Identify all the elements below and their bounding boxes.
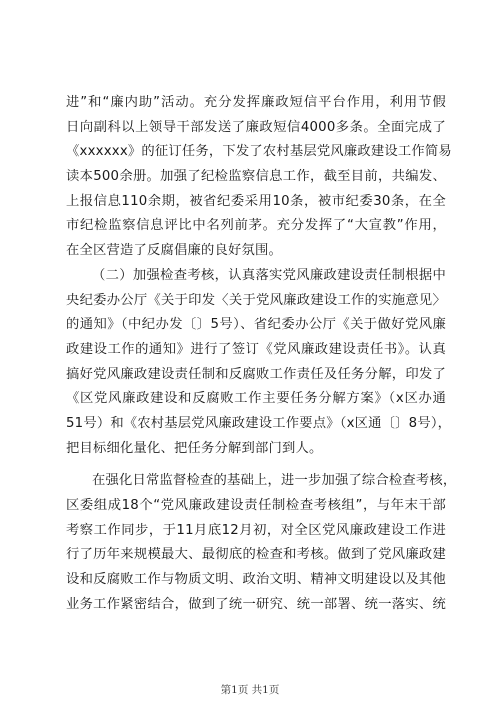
text-line: 搞好党风廉政建设责任制和反腐败工作责任及任务分解，印发了 bbox=[66, 366, 446, 382]
text-line: 区委组成18个“党风廉政建设责任制检查考核组”，与年末干部 bbox=[66, 498, 446, 513]
text-line: 央纪委办公厅《关于印发〈关于党风廉政建设工作的实施意见〉 bbox=[66, 292, 446, 308]
page-number-footer: 第1页 共1页 bbox=[220, 684, 280, 696]
text-line: 上报信息110余期，被省纪委采用10条，被市纪委30条，在全 bbox=[66, 193, 446, 209]
paragraph-gap bbox=[66, 461, 446, 469]
text-line: 业务工作紧密结合，做到了统一研究、统一部署、统一落实、统 bbox=[66, 596, 446, 612]
text-line-paragraph-end: 把目标细化量化、把任务分解到部门到人。 bbox=[66, 440, 323, 456]
text-line: 51号）和《农村基层党风廉政建设工作要点》（x区通〔〕8号）， bbox=[66, 415, 452, 431]
section-heading-line: （二）加强检查考核，认真落实党风廉政建设责任制根据中 bbox=[92, 267, 446, 283]
text-line: 《xxxxxx》的征订任务，下发了农村基层党风廉政建设工作简易 bbox=[66, 144, 452, 160]
text-line: 日向副科以上领导干部发送了廉政短信4000多条。全面完成了 bbox=[66, 119, 446, 135]
document-body bbox=[66, 91, 457, 617]
text-line: 政建设工作的通知》进行了签订《党风廉政建设责任书》。认真 bbox=[66, 341, 446, 357]
text-line: 进”和“廉内助”活动。充分发挥廉政短信平台作用，利用节假 bbox=[66, 95, 446, 110]
text-line: 设和反腐败工作与物质文明、政治文明、精神文明建设以及其他 bbox=[66, 572, 446, 588]
paragraph-first-line: 在强化日常监督检查的基础上，进一步加强了综合检查考核， bbox=[92, 473, 457, 489]
text-line: 市纪检监察信息评比中名列前茅。充分发挥了“大宣教”作用， bbox=[66, 218, 446, 234]
text-line: 行了历年来规模最大、最彻底的检查和考核。做到了党风廉政建 bbox=[66, 547, 446, 563]
text-line-paragraph-end: 在全区营造了反腐倡廉的良好氛围。 bbox=[66, 243, 282, 259]
text-line: 读本500余册。加强了纪检监察信息工作，截至目前，共编发、 bbox=[66, 169, 446, 185]
text-line: 《区党风廉政建设和反腐败工作主要任务分解方案》（x区办通 bbox=[66, 391, 446, 407]
text-line: 的通知》（中纪办发〔〕5号）、省纪委办公厅《关于做好党风廉 bbox=[66, 317, 446, 333]
text-line: 考察工作同步，于11月底12月初，对全区党风廉政建设工作进 bbox=[66, 522, 446, 538]
